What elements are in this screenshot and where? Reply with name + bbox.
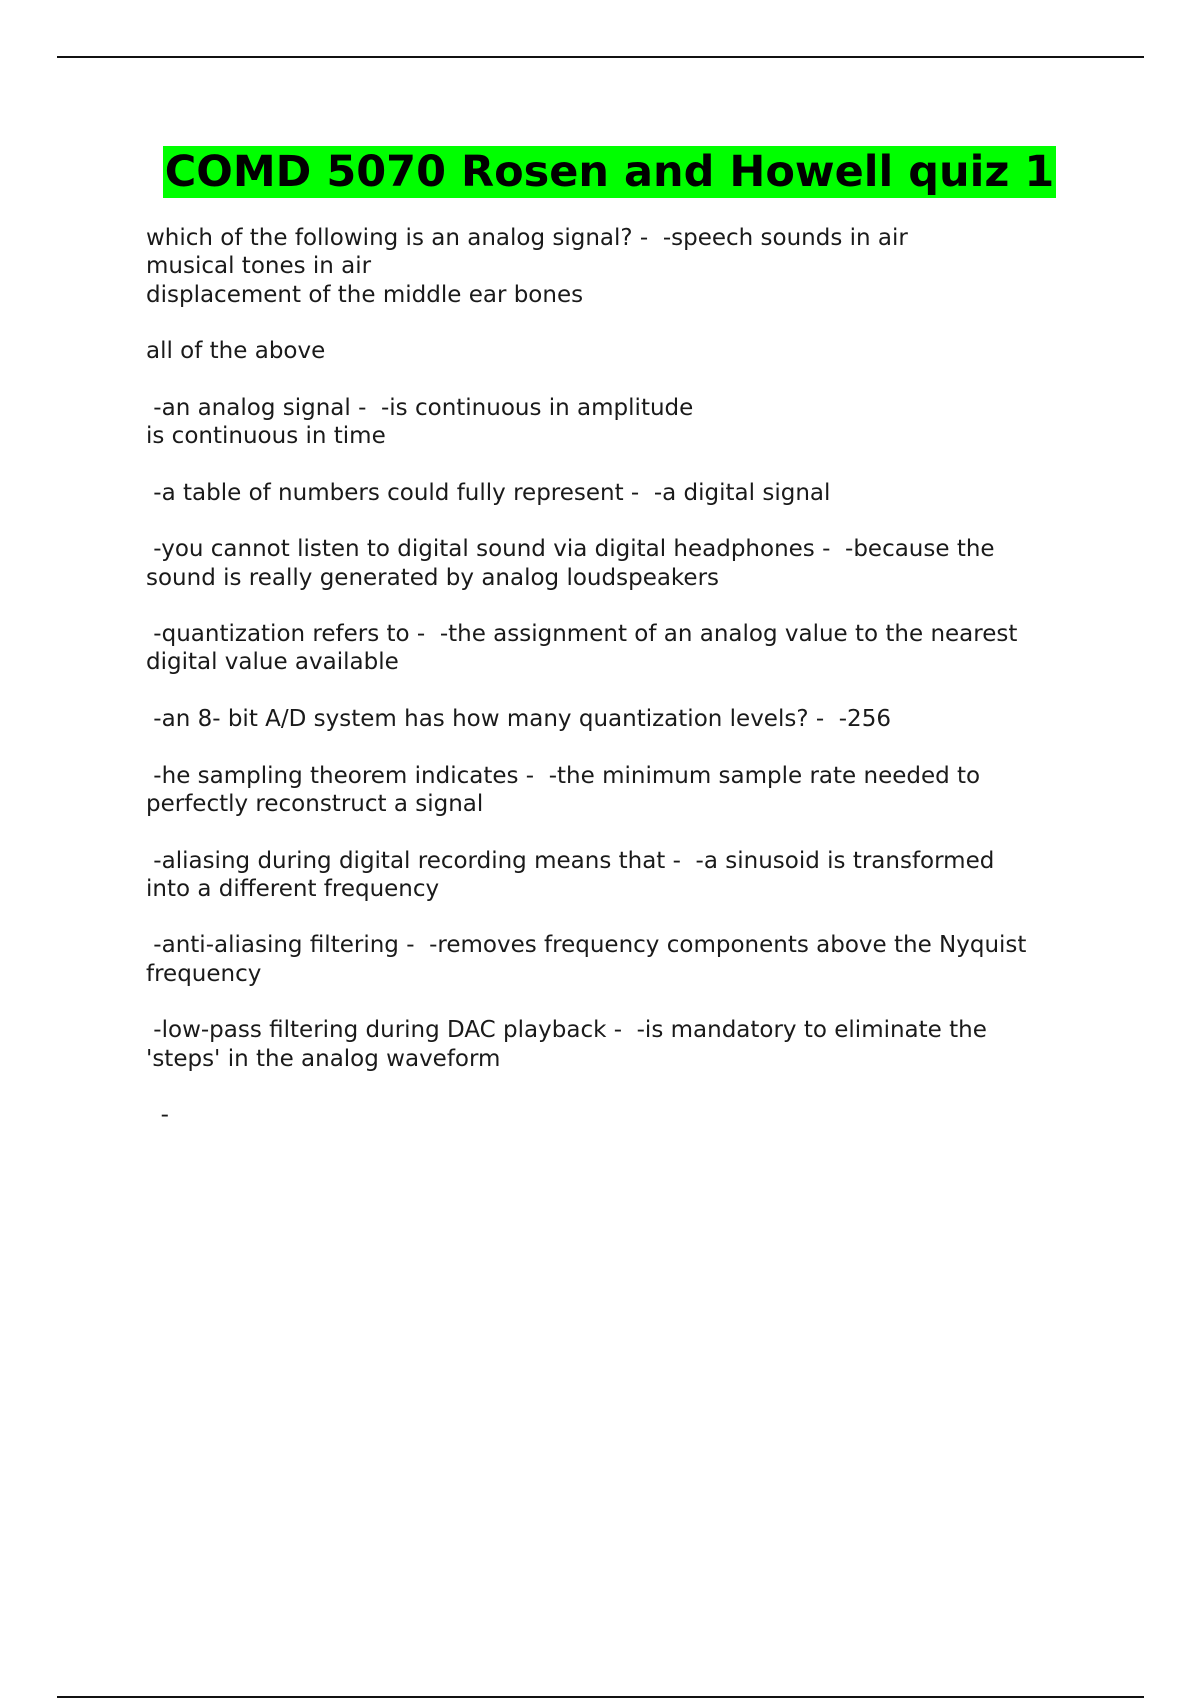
text-line: 'steps' in the analog waveform (146, 1045, 501, 1072)
blank-line (146, 365, 1086, 393)
blank-line (146, 309, 1086, 337)
text-line: -anti-aliasing filtering - -removes frequency components above the Nyquist (146, 932, 1027, 959)
text-line: -an analog signal - -is continuous in amplitude (146, 394, 694, 421)
blank-line (146, 677, 1086, 705)
text-line: digital value available (146, 649, 399, 676)
text-line: -you cannot listen to digital sound via digital headphones - -because the (146, 536, 995, 563)
blank-line (146, 818, 1086, 846)
text-line: -an 8- bit A/D system has how many quantization levels? - -256 (146, 706, 891, 733)
text-line: frequency (146, 960, 262, 987)
blank-line (146, 733, 1086, 761)
blank-line (146, 1073, 1086, 1101)
document-body (146, 224, 1086, 1130)
text-line: perfectly reconstruct a signal (146, 790, 484, 817)
text-line: into a different frequency (146, 875, 440, 902)
blank-line (146, 592, 1086, 620)
text-line: -aliasing during digital recording means that - -a sinusoid is transformed (146, 847, 995, 874)
text-line: -quantization refers to - -the assignment of an analog value to the nearest (146, 621, 1018, 648)
footer-rule (57, 1696, 1144, 1698)
text-line: musical tones in air (146, 253, 372, 280)
title-container (0, 146, 1200, 198)
blank-line (146, 450, 1086, 478)
text-line: all of the above (146, 338, 326, 365)
blank-line (146, 988, 1086, 1016)
text-line: which of the following is an analog signal? - -speech sounds in air (146, 225, 908, 251)
text-line: - (146, 1102, 169, 1129)
header-rule (57, 56, 1144, 58)
text-line: -he sampling theorem indicates - -the minimum sample rate needed to (146, 762, 981, 789)
blank-line (146, 903, 1086, 931)
text-line: is continuous in time (146, 423, 386, 450)
blank-line (146, 507, 1086, 535)
text-line: sound is really generated by analog loudspeakers (146, 564, 720, 591)
text-line: displacement of the middle ear bones (146, 281, 584, 308)
text-line: -low-pass filtering during DAC playback - -is mandatory to eliminate the (146, 1017, 987, 1044)
text-line: -a table of numbers could fully represent - -a digital signal (146, 479, 831, 506)
document-title: COMD 5070 Rosen and Howell quiz 1 (164, 147, 1055, 197)
